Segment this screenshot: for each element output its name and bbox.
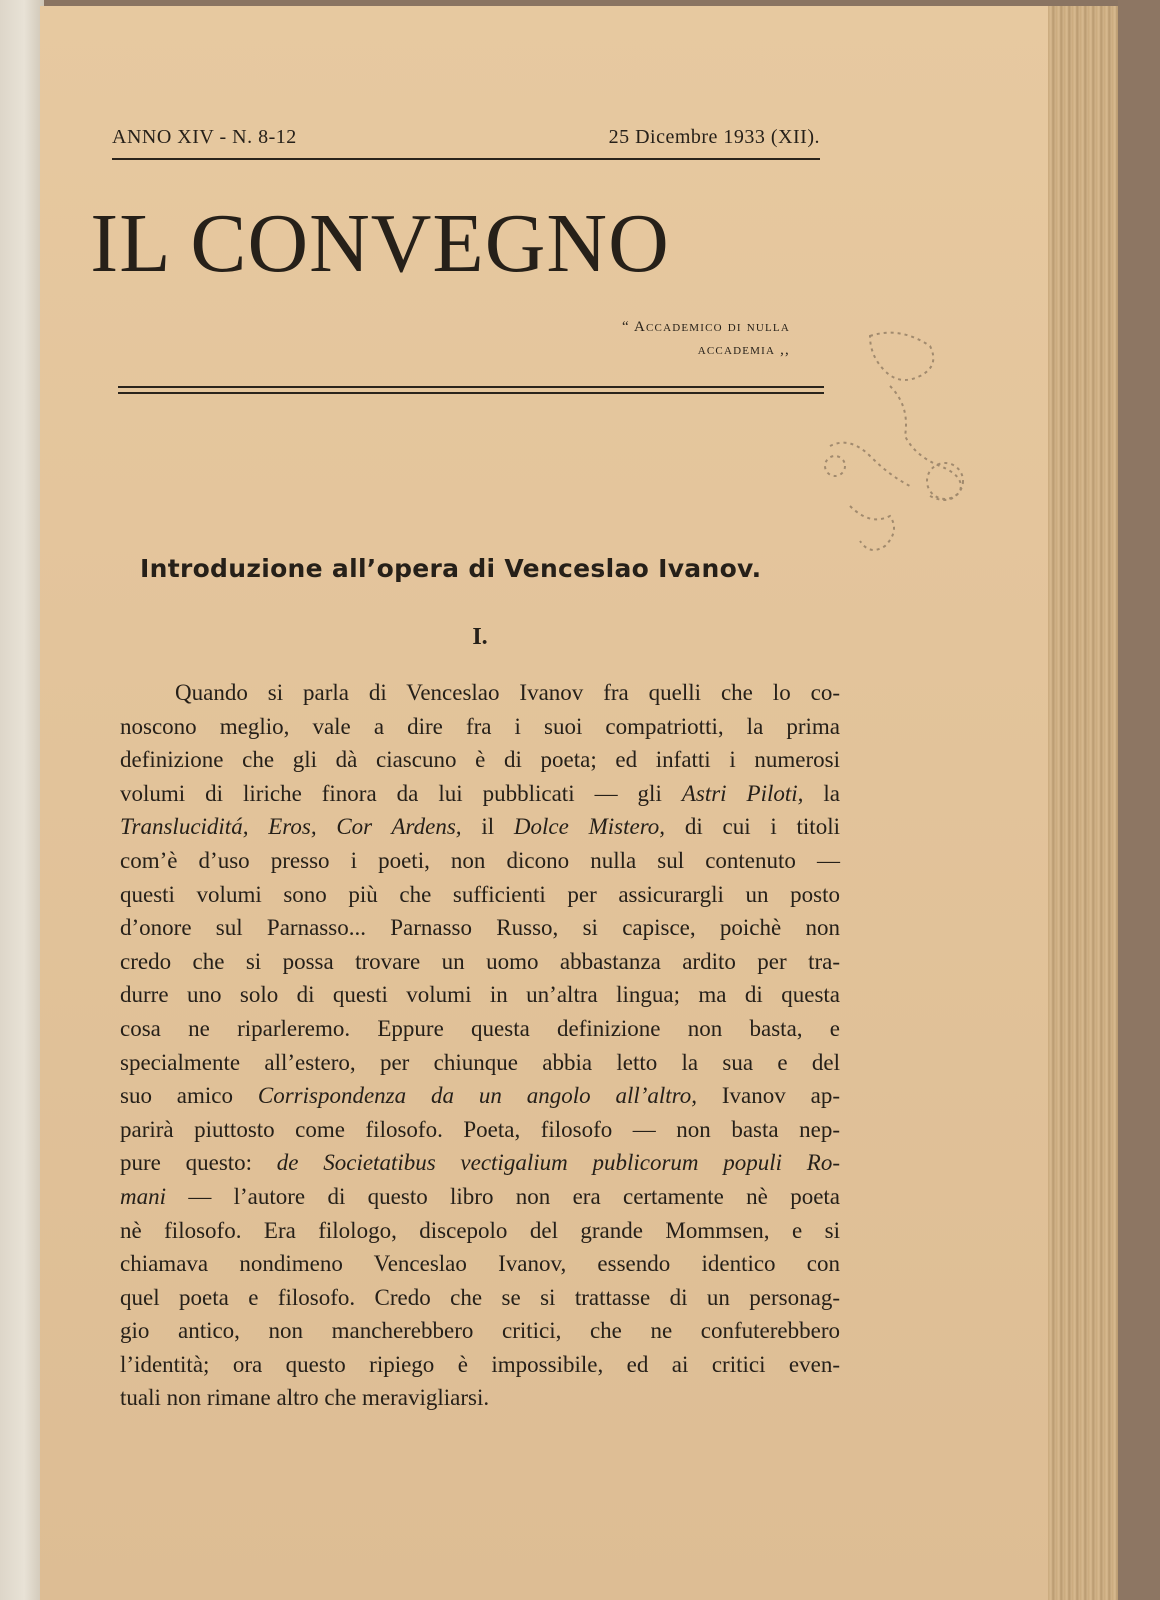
article-title: Introduzione all’opera di Venceslao Ivanov. (140, 554, 762, 583)
body-line (120, 1180, 840, 1214)
text-run: — l’autore di questo libro non era certamente nè poeta (166, 1183, 840, 1209)
body-line (120, 945, 840, 979)
italic-title: de Societatibus vectigalium publicorum populi Ro- (276, 1150, 840, 1176)
text-run: la (803, 780, 840, 806)
masthead-title: IL CONVEGNO (90, 197, 670, 290)
body-line (120, 1314, 840, 1348)
text-run: questi volumi sono più che sufficienti per assicurargli un posto (120, 881, 840, 907)
journal-page (40, 6, 1050, 1600)
text-run: gio antico, non mancherebbero critici, che ne confuterebbero (120, 1318, 840, 1344)
body-line (120, 743, 840, 777)
text-run: quel poeta e filosofo. Credo che se si trattasse di un personag- (120, 1284, 840, 1310)
body-line (120, 1046, 840, 1080)
masthead-double-rule (118, 386, 824, 394)
text-run: cosa ne riparleremo. Eppure questa definizione non basta, e (120, 1015, 840, 1041)
body-line (120, 978, 840, 1012)
body-line (120, 710, 840, 744)
text-run: chiamava nondimeno Venceslao Ivanov, essendo identico con (120, 1251, 840, 1277)
body-line (120, 1146, 840, 1180)
text-run: di cui i titoli (665, 814, 840, 840)
text-run: credo che si possa trovare un uomo abbastanza ardito per tra- (120, 948, 840, 974)
body-line (120, 1079, 840, 1113)
library-stamp (790, 316, 980, 566)
body-line (120, 676, 840, 710)
text-run: Quando si parla di Venceslao Ivanov fra quelli che lo co- (175, 680, 840, 705)
text-run: d’onore sul Parnasso... Parnasso Russo, si capisce, poichè non (120, 915, 840, 941)
text-run: nè filosofo. Era filologo, discepolo del grande Mommsen, e si (120, 1217, 840, 1243)
italic-title: Transluciditá, Eros, Cor Ardens, (120, 814, 462, 840)
page-block-edge (1048, 6, 1118, 1600)
text-run: il (461, 814, 514, 840)
text-run: definizione che gli dà ciascuno è di poeta; ed infatti i numerosi (120, 747, 840, 773)
text-run: parirà piuttosto come filosofo. Poeta, filosofo — non basta nep- (120, 1116, 840, 1142)
body-line (120, 1381, 840, 1415)
text-run: com’è d’uso presso i poeti, non dicono nulla sul contenuto — (120, 847, 840, 873)
body-line (120, 911, 840, 945)
body-line (120, 1012, 840, 1046)
italic-title: mani (120, 1183, 166, 1209)
body-line (120, 1214, 840, 1248)
motto (530, 316, 790, 362)
text-run: durre uno solo di questi volumi in un’altra lingua; ma di questa (120, 982, 840, 1008)
text-run: specialmente all’estero, per chiunque abbia letto la sua e del (120, 1049, 840, 1075)
text-run: suo amico (120, 1083, 258, 1109)
issue-date: 25 Dicembre 1933 (XII). (608, 126, 820, 148)
body-line (120, 810, 840, 844)
italic-title: Astri Piloti, (681, 780, 804, 806)
text-run: l’identità; ora questo ripiego è impossibile, ed ai critici even- (120, 1351, 840, 1377)
article-body (120, 676, 840, 1415)
header-rule (112, 158, 820, 160)
body-line (120, 1247, 840, 1281)
text-run: tuali non rimane altro che meravigliarsi. (120, 1385, 490, 1411)
text-run: Ivanov ap- (697, 1083, 840, 1109)
italic-title: Corrispondenza da un angolo all’altro, (257, 1083, 698, 1109)
body-line (120, 1281, 840, 1315)
body-line (120, 844, 840, 878)
background-shadow (1118, 0, 1160, 1600)
text-run: volumi di liriche finora da lui pubblicati — gli (120, 780, 682, 806)
text-run: pure questo: (120, 1150, 277, 1176)
text-run: noscono meglio, vale a dire fra i suoi compatriotti, la prima (120, 713, 840, 739)
issue-number: ANNO XIV - N. 8-12 (112, 126, 297, 148)
issue-header (112, 124, 820, 154)
motto-line-2: accademia ,, (697, 342, 790, 358)
italic-title: Dolce Mistero, (513, 814, 666, 840)
body-line (120, 878, 840, 912)
body-line (120, 1348, 840, 1382)
body-line (120, 1113, 840, 1147)
body-line (120, 777, 840, 811)
motto-line-1: “ Accademico di nulla (622, 319, 790, 335)
section-number: I. (472, 624, 488, 650)
